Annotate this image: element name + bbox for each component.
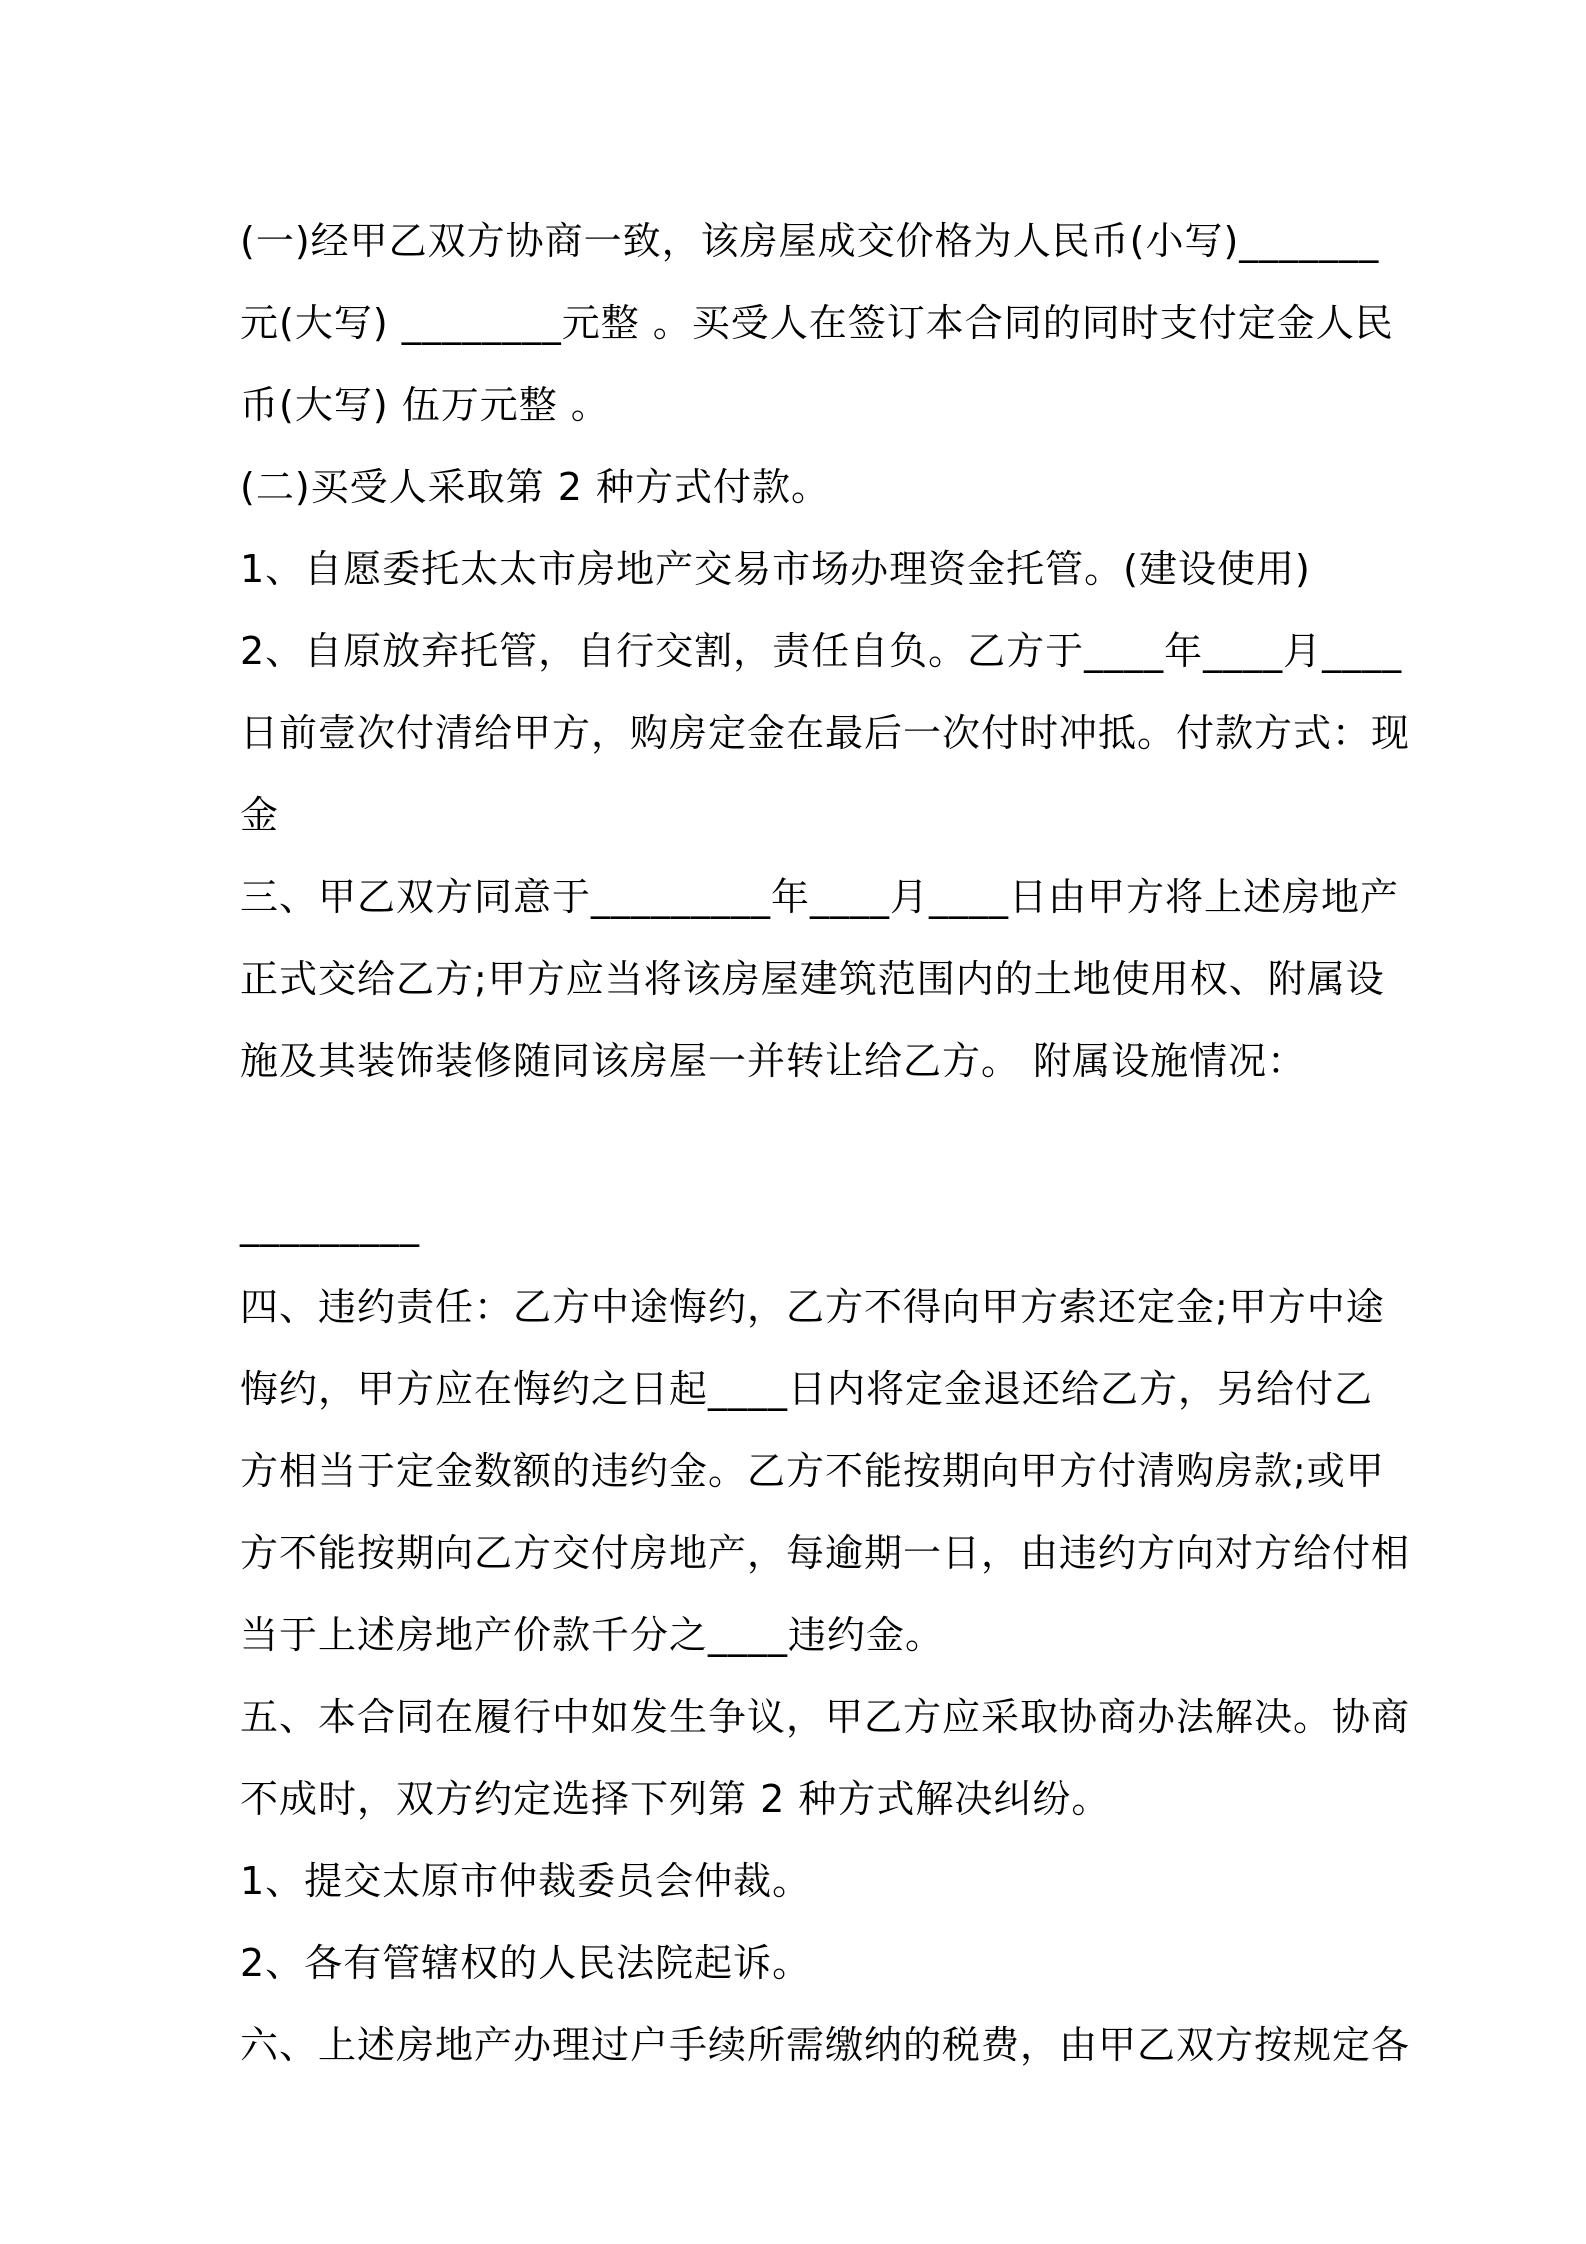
text-line: 2、各有管辖权的人民法院起诉。 (240, 1941, 812, 1985)
text-line: 币(大写) 伍万元整 。 (240, 383, 610, 427)
text-line: (一)经甲乙双方协商一致，该房屋成交价格为人民币(小写)_______ (240, 219, 1380, 263)
text-line: 方不能按期向乙方交付房地产，每逾期一日，由违约方向对方给付相 (240, 1531, 1411, 1575)
text-line: 施及其装饰装修随同该房屋一并转让给乙方。 附属设施情况： (240, 1039, 1307, 1083)
text-line: 2、自原放弃托管，自行交割，责任自负。乙方于____年____月____ (240, 629, 1403, 673)
text-line: 1、自愿委托太太市房地产交易市场办理资金托管。(建设使用) (240, 547, 1311, 591)
text-line: 元(大写) ________元整 。买受人在签订本合同的同时支付定金人民 (240, 301, 1394, 345)
text-line (240, 1102, 1360, 1184)
text-line: 当于上述房地产价款千分之____违约金。 (240, 1613, 945, 1657)
text-line: _________ (240, 1203, 420, 1247)
document-body (240, 200, 1411, 2086)
text-line: 1、提交太原市仲裁委员会仲裁。 (240, 1859, 812, 1903)
text-line: 不成时，双方约定选择下列第 2 种方式解决纠纷。 (240, 1777, 1111, 1821)
text-line: 四、违约责任：乙方中途悔约，乙方不得向甲方索还定金;甲方中途 (240, 1285, 1385, 1329)
text-line: 三、甲乙双方同意于_________年____月____日由甲方将上述房地产 (240, 875, 1400, 919)
text-line: 正式交给乙方;甲方应当将该房屋建筑范围内的土地使用权、附属设 (240, 957, 1385, 1001)
text-line: 悔约，甲方应在悔约之日起____日内将定金退还给乙方，另给付乙 (240, 1367, 1374, 1411)
text-line: 日前壹次付清给甲方，购房定金在最后一次付时冲抵。付款方式：现 (240, 711, 1411, 755)
text-line: 五、本合同在履行中如发生争议，甲乙方应采取协商办法解决。协商 (240, 1695, 1411, 1739)
text-line: 金 (240, 793, 280, 837)
text-line: 方相当于定金数额的违约金。乙方不能按期向甲方付清购房款;或甲 (240, 1449, 1385, 1493)
text-line: 六、上述房地产办理过户手续所需缴纳的税费，由甲乙双方按规定各 (240, 2023, 1411, 2067)
text-line: (二)买受人采取第 2 种方式付款。 (240, 465, 830, 509)
